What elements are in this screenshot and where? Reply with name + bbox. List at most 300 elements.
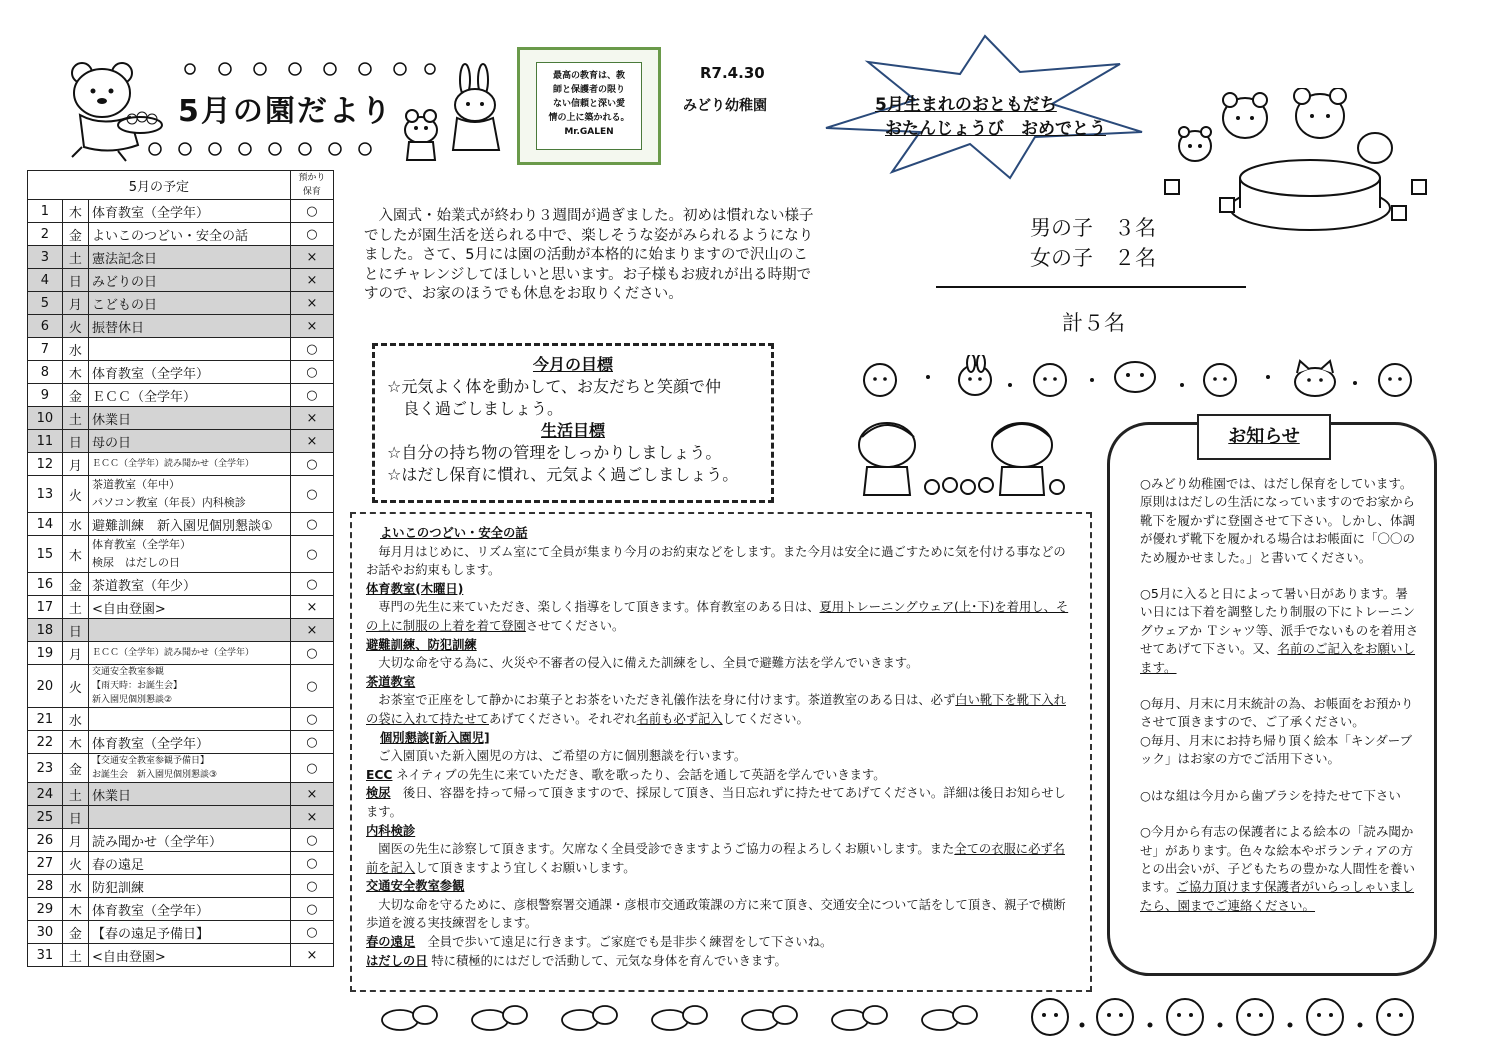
event-text-part: させてください。 (525, 618, 625, 633)
event-heading: 交通安全教室参観 (366, 879, 465, 894)
schedule-event-cell (88, 596, 290, 619)
schedule-row (28, 806, 334, 829)
daycare-mark: × (306, 249, 318, 265)
daycare-mark-cell (290, 921, 333, 944)
schedule-event: 茶道教室（年少） (91, 578, 196, 594)
month-goal-text: ☆元気よく体を動かして、お友だちと笑顔で仲 (387, 377, 722, 396)
event-text-part: 専門の先生に来ていただき、楽しく指導をして頂きます。体育教室のある日は、 (366, 600, 820, 615)
schedule-row (28, 783, 334, 806)
schedule-row (28, 407, 334, 430)
schedule-event-cell (88, 407, 290, 430)
event-text: 大切な命を守るために、彦根警察署交通課・彦根市交通政策課の方に来て頂き、交通安全について話をして頂き、親子で横断歩道を渡る実技練習をします。 (366, 897, 1066, 931)
schedule-weekday: 水 (68, 343, 82, 359)
schedule-weekday: 金 (68, 228, 82, 244)
schedule-weekday: 土 (68, 601, 82, 617)
goals-box (372, 343, 774, 503)
schedule-day-cell (28, 731, 63, 754)
schedule-weekday-cell (62, 292, 88, 315)
schedule-row (28, 200, 334, 223)
schedule-day: 25 (36, 809, 54, 825)
daycare-mark-cell (290, 430, 333, 453)
schedule-weekday-cell (62, 852, 88, 875)
event-text-underlined: 名前も必ず記入 (636, 711, 723, 726)
event-text (366, 840, 1076, 877)
daycare-mark-cell (290, 619, 333, 642)
daycare-mark-cell (290, 536, 333, 573)
intro-paragraph: 入園式・始業式が終わり３週間が過ぎました。初めは慣れない様子でしたが園生活を送られる中で、楽しそうな姿がみられるようになりました。さて、5月には園の活動が本格的に始まりますので沢山のことにチャレンジしてほしいと思います。お子様もお疲れが出る時期ですので、お家のほうでも休息をお取りください。 (364, 208, 814, 302)
schedule-event: パソコン教室（年長）内科検診 (91, 496, 246, 509)
schedule-day: 4 (40, 272, 49, 288)
schedule-row (28, 596, 334, 619)
daycare-mark-cell (290, 476, 333, 513)
schedule-weekday-cell (62, 944, 88, 967)
event-heading: 内科検診 (366, 823, 416, 838)
notice-box (1107, 422, 1437, 976)
schedule-event: 検尿 はだしの日 (91, 556, 180, 569)
schedule-body (28, 200, 334, 967)
schedule-weekday: 金 (68, 389, 82, 405)
schedule-day: 8 (40, 364, 49, 380)
schedule-day-cell (28, 921, 63, 944)
schedule-weekday-cell (62, 361, 88, 384)
schedule-event-cell (88, 536, 290, 573)
schedule-weekday-cell (62, 453, 88, 476)
event-text: ご入園頂いた新入園児の方は、ご希望の方に個別懇談を行います。 (366, 749, 747, 764)
schedule-weekday: 木 (68, 903, 82, 919)
daycare-mark: ○ (306, 516, 318, 532)
schedule-day: 11 (36, 433, 54, 449)
schedule-weekday: 日 (68, 435, 82, 451)
schedule-row (28, 513, 334, 536)
daycare-column-header (290, 171, 333, 200)
schedule-day: 31 (36, 947, 54, 963)
schedule-weekday-cell (62, 596, 88, 619)
daycare-mark: × (306, 433, 318, 449)
schedule-row (28, 315, 334, 338)
daycare-mark: × (306, 947, 318, 963)
schedule-event: 休業日 (91, 412, 131, 428)
schedule-row (28, 430, 334, 453)
event-heading: はだしの日 (366, 953, 428, 968)
schedule-weekday: 日 (68, 624, 82, 640)
kids-strawberry-illustration (852, 415, 1087, 505)
daycare-mark-cell (290, 338, 333, 361)
schedule-weekday-cell (62, 783, 88, 806)
event-text: 毎月月はじめに、リズム室にて全員が集まり今月のお約束などをします。また今月は安全に過ごすために気を付ける事などのお話やお約束もします。 (366, 544, 1066, 578)
daycare-mark-cell (290, 246, 333, 269)
schedule-day-cell (28, 619, 63, 642)
schedule-event: 春の遠足 (91, 857, 144, 873)
schedule-row (28, 708, 334, 731)
schedule-day-cell (28, 536, 63, 573)
daycare-mark: ○ (306, 364, 318, 380)
life-goal-text: ☆自分の持ち物の管理をしっかりしましょう。 (387, 443, 722, 462)
daycare-mark: ○ (306, 645, 318, 661)
schedule-day-cell (28, 246, 63, 269)
schedule-weekday-cell (62, 536, 88, 573)
schedule-event: 防犯訓練 (91, 880, 144, 896)
daycare-mark: ○ (306, 878, 318, 894)
girls-count: 女の子 ２名 (1030, 246, 1156, 270)
schedule-event-cell (88, 783, 290, 806)
schedule-weekday-cell (62, 384, 88, 407)
schedule-event-cell (88, 223, 290, 246)
total-count: 計５名 (1062, 311, 1125, 335)
daycare-header-line: 保育 (302, 187, 321, 197)
schedule-title: 5月の予定 (28, 171, 291, 200)
schedule-weekday-cell (62, 731, 88, 754)
schedule-day-cell (28, 708, 63, 731)
schedule-event-cell (88, 944, 290, 967)
schedule-event-cell (88, 921, 290, 944)
schedule-weekday-cell (62, 829, 88, 852)
life-goal-heading: 生活目標 (540, 421, 605, 440)
daycare-mark: ○ (306, 226, 318, 242)
schedule-day-cell (28, 783, 63, 806)
schedule-event: 茶道教室（年中） (91, 478, 180, 491)
event-line (366, 933, 1076, 952)
schedule-weekday: 月 (68, 834, 82, 850)
schedule-weekday-cell (62, 708, 88, 731)
schedule-day: 27 (36, 855, 54, 871)
event-text-underlined: 白い靴下を靴下入れの袋に入れて持たせて (366, 693, 1066, 726)
schedule-event: 体育教室（全学年） (91, 538, 191, 551)
schedule-weekday: 金 (68, 578, 82, 594)
schedule-weekday-cell (62, 898, 88, 921)
boys-count: 男の子 ３名 (1030, 216, 1156, 240)
quote-author: Mr.GALEN (564, 127, 614, 137)
daycare-mark-cell (290, 596, 333, 619)
schedule-weekday: 木 (68, 548, 82, 564)
schedule-weekday: 木 (68, 205, 82, 221)
event-heading: 茶道教室 (366, 674, 416, 689)
schedule-weekday: 月 (68, 458, 82, 474)
schedule-event-cell (88, 829, 290, 852)
month-goal-heading: 今月の目標 (532, 355, 613, 374)
schedule-day: 13 (36, 486, 54, 502)
schedule-event-cell (88, 200, 290, 223)
schedule-weekday: 金 (68, 926, 82, 942)
schedule-event: 交通安全教室参観 (91, 667, 164, 677)
schedule-event: 振替休日 (91, 320, 144, 336)
schedule-row (28, 921, 334, 944)
schedule-row (28, 754, 334, 783)
total-divider (936, 286, 1246, 288)
schedule-event: 体育教室（全学年） (91, 736, 209, 752)
daycare-mark: ○ (306, 576, 318, 592)
schedule-row (28, 246, 334, 269)
schedule-row (28, 642, 334, 665)
schedule-row (28, 536, 334, 573)
schedule-day-cell (28, 944, 63, 967)
schedule-weekday-cell (62, 754, 88, 783)
daycare-mark: × (306, 622, 318, 638)
schedule-event: ＥＣＣ（全学年）読み聞かせ（全学年） (91, 459, 254, 469)
notice-text-underlined: ご協力頂けます保護者がいらっしゃいましたら、園までご連絡ください。 (1140, 879, 1415, 913)
schedule-day-cell (28, 596, 63, 619)
schedule-event-cell (88, 476, 290, 513)
schedule-event-cell (88, 269, 290, 292)
daycare-mark-cell (290, 384, 333, 407)
daycare-mark: ○ (306, 387, 318, 403)
schedule-day-cell (28, 315, 63, 338)
schedule-weekday-cell (62, 806, 88, 829)
schedule-row (28, 875, 334, 898)
schedule-day-cell (28, 852, 63, 875)
rabbit-illustration (395, 60, 515, 165)
schedule-day-cell (28, 430, 63, 453)
notice-paragraph: ○毎月、月末にお持ち帰り頂く絵本「キンダーブック」はお家の方でご活用下さい。 (1140, 732, 1413, 767)
event-heading: 個別懇談[新入園児] (380, 730, 490, 745)
schedule-day: 19 (36, 645, 54, 661)
schedule-event: 体育教室（全学年） (91, 205, 209, 221)
quote-line: 情の上に築かれる。 (548, 113, 630, 123)
notice-text: ○5月に入ると日によって暑い日があります。暑い日には下着を調整したり制服の下にトレーニングウェアか Ｔシャツ等、派手でないものを着用させてあげて下さい。又、 (1140, 586, 1419, 657)
schedule-day: 18 (36, 622, 54, 638)
daycare-mark-cell (290, 200, 333, 223)
daycare-mark: × (306, 599, 318, 615)
schedule-weekday-cell (62, 875, 88, 898)
schedule-event: <自由登園> (91, 949, 166, 965)
schedule-event-cell (88, 642, 290, 665)
schedule-event-cell (88, 315, 290, 338)
schedule-event: 体育教室（全学年） (91, 366, 209, 382)
schedule-event: よいこのつどい・安全の話 (91, 228, 248, 244)
notice-text-underlined: 名前のご記入をお願いします。 (1140, 641, 1416, 675)
schedule-day-cell (28, 200, 63, 223)
schedule-row (28, 852, 334, 875)
schedule-row (28, 223, 334, 246)
daycare-mark-cell (290, 269, 333, 292)
schedule-day-cell (28, 476, 63, 513)
daycare-mark-cell (290, 852, 333, 875)
schedule-header-row (28, 171, 334, 200)
schedule-weekday: 金 (68, 762, 82, 778)
schedule-day: 29 (36, 901, 54, 917)
event-heading: 体育教室(木曜日) (366, 581, 464, 596)
life-goal-text: ☆はだし保育に慣れ、元気よく過ごしましょう。 (387, 465, 739, 484)
schedule-weekday-cell (62, 200, 88, 223)
daycare-mark: ○ (306, 711, 318, 727)
event-text: 全員で歩いて遠足に行きます。ご家庭でも是非歩く練習をして下さいね。 (415, 935, 833, 950)
event-line (366, 766, 1076, 785)
schedule-weekday: 月 (68, 297, 82, 313)
daycare-mark: ○ (306, 203, 318, 219)
daycare-mark-cell (290, 292, 333, 315)
daycare-mark: ○ (306, 341, 318, 357)
quote-text (536, 62, 642, 150)
schedule-event: 休業日 (91, 788, 131, 804)
schedule-day: 14 (36, 516, 54, 532)
daycare-mark-cell (290, 642, 333, 665)
daycare-mark-cell (290, 573, 333, 596)
schedule-weekday: 土 (68, 251, 82, 267)
schedule-weekday: 日 (68, 811, 82, 827)
event-text-underlined: 夏用トレーニングウェア(上･下)を着用し、その上に制服の上着を着て登園 (366, 600, 1069, 633)
notice-paragraph: ○毎月、月末に月末統計の為、お帳面をお預かりさせて頂きますので、ご了承ください。 (1140, 696, 1414, 730)
event-line (366, 952, 1076, 971)
schedule-day-cell (28, 292, 63, 315)
daycare-mark: ○ (306, 546, 318, 562)
daycare-mark-cell (290, 453, 333, 476)
daycare-mark: × (306, 272, 318, 288)
newsletter-title: 5月の園だより (178, 94, 393, 129)
schedule-weekday-cell (62, 407, 88, 430)
event-text-part: してください。 (722, 711, 809, 726)
schedule-event: お誕生会 新入園児個別懇談③ (91, 770, 218, 780)
notice-heading: お知らせ (1197, 414, 1331, 460)
schedule-day: 9 (40, 387, 49, 403)
event-text-part: して頂きますよう宜しくお願いします。 (415, 860, 636, 875)
school-name: みどり幼稚園 (683, 98, 767, 114)
schedule-weekday: 木 (68, 366, 82, 382)
schedule-day-cell (28, 269, 63, 292)
schedule-event-cell (88, 361, 290, 384)
daycare-mark: ○ (306, 832, 318, 848)
schedule-weekday-cell (62, 269, 88, 292)
event-line (366, 784, 1076, 821)
schedule-weekday: 木 (68, 736, 82, 752)
schedule-day-cell (28, 875, 63, 898)
event-text-part: お茶室で正座をして静かにお菓子とお茶をいただき礼儀作法を身に付けます。茶道教室のある日は、必ず (366, 693, 956, 708)
schedule-event-cell (88, 246, 290, 269)
schedule-event: 【交通安全教室参観予備日】 (91, 756, 209, 766)
schedule-day: 15 (36, 546, 54, 562)
schedule-event-cell (88, 453, 290, 476)
daycare-mark: ○ (306, 486, 318, 502)
schedule-day-cell (28, 829, 63, 852)
schedule-weekday-cell (62, 430, 88, 453)
event-text: 後日、容器を持って帰って頂きますので、採尿して頂き、当日忘れずに持たせてあげてください。詳細は後日お知らせします。 (366, 786, 1066, 819)
schedule-event-cell (88, 731, 290, 754)
birthday-heading: 5月生まれのおともだち (875, 95, 1057, 115)
schedule-event-cell (88, 292, 290, 315)
schedule-row (28, 665, 334, 708)
schedule-row (28, 292, 334, 315)
schedule-weekday: 土 (68, 412, 82, 428)
flower-border-bottom (145, 135, 395, 163)
schedule-day-cell (28, 453, 63, 476)
daycare-mark-cell (290, 783, 333, 806)
month-goal-text: 良く過ごしましょう。 (387, 399, 564, 418)
schedule-day: 30 (36, 924, 54, 940)
event-heading: 検尿 (366, 786, 391, 801)
schedule-weekday-cell (62, 338, 88, 361)
schedule-day: 2 (40, 226, 49, 242)
notice-paragraph: ○みどり幼稚園では、はだし保育をしています。原則ははだしの生活になっていますのでお家から靴下を履かずに登園させて下さい。しかし、体調が優れず靴下を履かれる場合はお帳面に「〇〇のため履かせました。」と書いてください。 (1140, 476, 1416, 565)
schedule-day: 12 (36, 456, 54, 472)
schedule-row (28, 944, 334, 967)
schedule-day-cell (28, 407, 63, 430)
schedule-event: 避難訓練 新入園児個別懇談① (91, 518, 273, 534)
daycare-mark: ○ (306, 760, 318, 776)
schedule-weekday-cell (62, 573, 88, 596)
birthday-congrats: おたんじょうび おめでとう (885, 119, 1106, 139)
daycare-mark: ○ (306, 924, 318, 940)
schedule-weekday: 火 (68, 320, 82, 336)
schedule-event-cell (88, 852, 290, 875)
daycare-mark-cell (290, 407, 333, 430)
quote-line: 最高の教育は、教 (552, 71, 625, 81)
daycare-mark: × (306, 318, 318, 334)
schedule-day: 6 (40, 318, 49, 334)
schedule-weekday: 火 (68, 488, 82, 504)
schedule-weekday-cell (62, 665, 88, 708)
quote-line: 師と保護者の限り (552, 85, 625, 95)
daycare-mark-cell (290, 829, 333, 852)
schedule-weekday-cell (62, 513, 88, 536)
daycare-mark-cell (290, 513, 333, 536)
schedule-weekday: 土 (68, 949, 82, 965)
event-text (366, 598, 1076, 635)
schedule-event: 母の日 (91, 435, 131, 451)
schedule-event-cell (88, 708, 290, 731)
schedule-row (28, 731, 334, 754)
daycare-mark: ○ (306, 456, 318, 472)
event-text-part: あげてください。それぞれ (488, 711, 637, 726)
schedule-day: 17 (36, 599, 54, 615)
schedule-weekday-cell (62, 246, 88, 269)
schedule-row (28, 361, 334, 384)
schedule-day-cell (28, 573, 63, 596)
event-heading: 春の遠足 (366, 935, 416, 950)
schedule-day-cell (28, 338, 63, 361)
schedule-weekday: 水 (68, 518, 82, 534)
schedule-event-cell (88, 513, 290, 536)
schedule-day: 10 (36, 410, 54, 426)
schedule-day: 1 (40, 203, 49, 219)
schedule-day-cell (28, 806, 63, 829)
schedule-event-cell (88, 665, 290, 708)
notice-text: ○今月から有志の保護者による絵本の「読み聞かせ」があります。色々な絵本やボランティアの方との出会いが、子どもたちの豊かな人間性を養います。 (1140, 824, 1416, 895)
event-text-part: 園医の先生に診察して頂きます。欠席なく全員受診できますようご協力の程よろしくお願いします。また (366, 842, 955, 857)
schedule-day: 28 (36, 878, 54, 894)
schedule-row (28, 338, 334, 361)
schedule-weekday-cell (62, 223, 88, 246)
notice-paragraph (1140, 585, 1420, 677)
schedule-table (27, 170, 334, 967)
event-text: 特に積極的にはだしで活動して、元気な身体を育んでいきます。 (431, 953, 787, 968)
notice-paragraph: ○はな組は今月から歯ブラシを持たせて下さい (1140, 787, 1401, 803)
schedule-weekday: 土 (68, 788, 82, 804)
event-text: ネイティブの先生に来ていただき、歌を歌ったり、会話を通して英語を学んでいきます。 (396, 767, 886, 782)
schedule-weekday: 水 (68, 880, 82, 896)
schedule-event-cell (88, 573, 290, 596)
daycare-header-line: 預かり (298, 173, 326, 183)
schedule-day: 16 (36, 576, 54, 592)
schedule-event-cell (88, 338, 290, 361)
schedule-weekday: 日 (68, 274, 82, 290)
schedule-event: 【春の遠足予備日】 (91, 926, 209, 942)
schedule-event: ＥＣＣ（全学年） (91, 389, 196, 405)
daycare-mark-cell (290, 361, 333, 384)
schedule-event: <自由登園> (91, 601, 166, 617)
schedule-event-cell (88, 619, 290, 642)
daycare-mark-cell (290, 875, 333, 898)
schedule-day-cell (28, 898, 63, 921)
schedule-event: 新入園児個別懇談② (91, 695, 173, 705)
daycare-mark: × (306, 809, 318, 825)
quote-frame (517, 47, 661, 165)
schedule-day-cell (28, 754, 63, 783)
schedule-row (28, 619, 334, 642)
schedule-day-cell (28, 665, 63, 708)
schedule-weekday-cell (62, 921, 88, 944)
schedule-event: 読み聞かせ（全学年） (91, 834, 222, 850)
event-heading: 避難訓練、防犯訓練 (366, 637, 477, 652)
schedule-weekday: 月 (68, 647, 82, 663)
schedule-event: 体育教室（全学年） (91, 903, 209, 919)
